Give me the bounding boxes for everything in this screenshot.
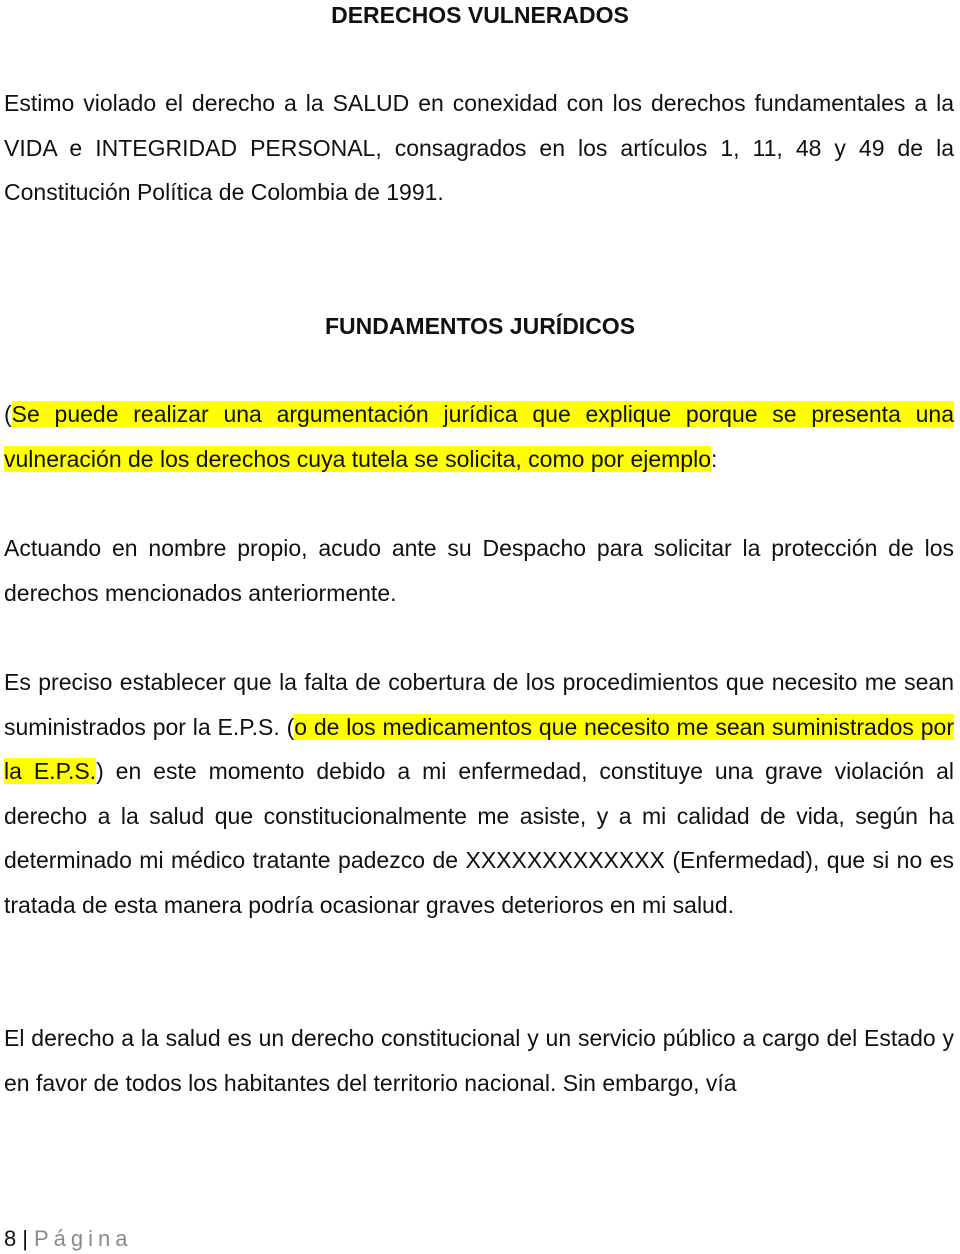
paragraph-es-preciso <box>4 660 954 927</box>
paragraph-2-close-paren: ) <box>96 758 104 784</box>
paragraph-actuando: Actuando en nombre propio, acudo ante su Despacho para solicitar la protección de los derechos mencionados anteriormente. <box>4 535 954 606</box>
hint-colon: : <box>711 445 718 472</box>
page-label: Página <box>33 1226 133 1251</box>
paragraph-2-start: Es preciso establecer que la falta de cobertura de los procedimientos que necesito me sean suministrados por la E.P.S. <box>4 669 954 740</box>
footer-separator: | <box>22 1226 28 1251</box>
hint-open-paren: ( <box>4 401 12 427</box>
paragraph-2-open-paren: ( <box>286 713 295 740</box>
page-footer <box>4 1224 132 1254</box>
paragraph-instruction-hint <box>4 392 954 481</box>
page-number: 8 <box>4 1226 17 1251</box>
highlighted-instruction: Se puede realizar una argumentación jurídica que explique porque se presenta una vulneración de los derechos cuya tutela se solicita, como por ejemplo <box>4 401 954 472</box>
highlighted-medicamentos: o de los medicamentos que necesito me sean suministrados por la E.P.S. <box>4 713 954 784</box>
paragraph-2-end: en este momento debido a mi enfermedad, constituye una grave violación al derecho a la salud que constitucionalmente me asiste, y a mi calidad de vida, según ha determinado mi médico tratante padezco de XXXXXXXXXXXXX (Enfermedad), que si no es tratada de esta manera podría ocasionar graves deterioros en mi salud. <box>4 758 954 918</box>
heading-fundamentos-juridicos: FUNDAMENTOS JURÍDICOS <box>324 313 636 339</box>
paragraph-derechos: Estimo violado el derecho a la SALUD en conexidad con los derechos fundamentales a la VIDA e INTEGRIDAD PERSONAL, consagrados en los artículos 1, 11, 48 y 49 de la Constitución Política de Colombia de 1991. <box>4 90 954 205</box>
paragraph-derecho-salud: El derecho a la salud es un derecho constitucional y un servicio público a cargo del Estado y en favor de todos los habitantes del territorio nacional. Sin embargo, vía <box>4 1025 954 1096</box>
heading-derechos-vulnerados: DERECHOS VULNERADOS <box>331 2 629 28</box>
